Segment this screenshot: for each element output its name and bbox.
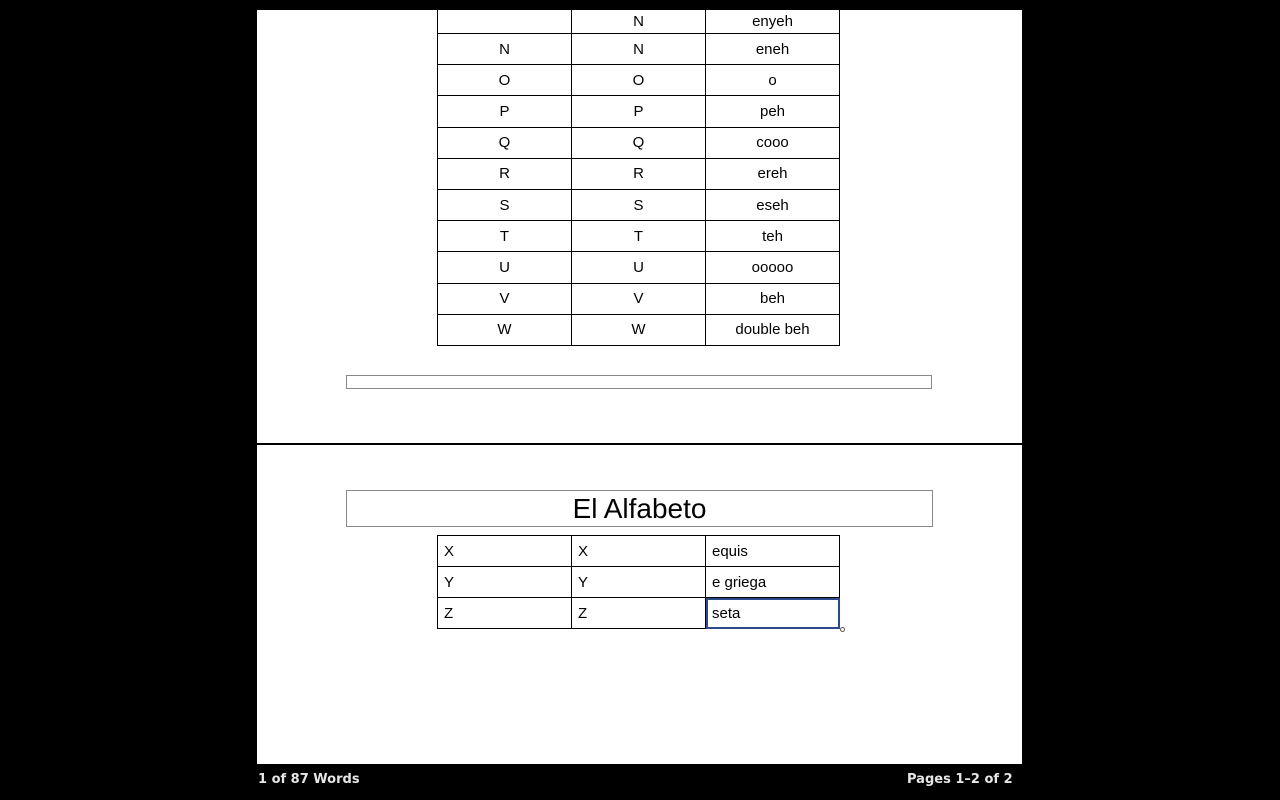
- table-row: [438, 536, 840, 567]
- table-row: [438, 10, 840, 34]
- table-row: [438, 189, 840, 220]
- table-cell[interactable]: P: [572, 96, 706, 127]
- table-cell[interactable]: [438, 10, 572, 34]
- table-cell[interactable]: cooo: [706, 127, 840, 158]
- empty-text-box[interactable]: [346, 375, 932, 389]
- table-cell[interactable]: e griega: [706, 567, 840, 598]
- table-cell[interactable]: O: [572, 65, 706, 96]
- table-cell[interactable]: S: [438, 189, 572, 220]
- table-cell[interactable]: N: [438, 34, 572, 65]
- table-cell[interactable]: T: [572, 221, 706, 252]
- table-row: [438, 34, 840, 65]
- table-row: [438, 567, 840, 598]
- table-cell[interactable]: V: [438, 283, 572, 314]
- table-cell[interactable]: W: [572, 314, 706, 345]
- table-cell[interactable]: R: [572, 158, 706, 189]
- document-page-1[interactable]: [257, 10, 1022, 443]
- table-cell[interactable]: P: [438, 96, 572, 127]
- table-cell[interactable]: double beh: [706, 314, 840, 345]
- table-cell[interactable]: Z: [572, 598, 706, 629]
- table-cell[interactable]: enyeh: [706, 10, 840, 34]
- table-row: [438, 127, 840, 158]
- table-cell[interactable]: o: [706, 65, 840, 96]
- word-count: 1 of 87 Words: [258, 772, 360, 787]
- alphabet-table-page-2[interactable]: [437, 535, 840, 629]
- table-cell[interactable]: Z: [438, 598, 572, 629]
- status-bar: [0, 764, 1280, 800]
- table-row: [438, 314, 840, 345]
- table-cell[interactable]: O: [438, 65, 572, 96]
- table-cell[interactable]: S: [572, 189, 706, 220]
- table-row: [438, 158, 840, 189]
- table-cell[interactable]: Y: [572, 567, 706, 598]
- table-cell[interactable]: N: [572, 10, 706, 34]
- selected-table-cell[interactable]: seta: [706, 598, 840, 629]
- table-cell[interactable]: beh: [706, 283, 840, 314]
- table-cell[interactable]: R: [438, 158, 572, 189]
- table-cell[interactable]: Y: [438, 567, 572, 598]
- alphabet-table-page-1[interactable]: [437, 10, 840, 346]
- table-cell[interactable]: ooooo: [706, 252, 840, 283]
- table-cell[interactable]: T: [438, 221, 572, 252]
- table-cell[interactable]: teh: [706, 221, 840, 252]
- table-cell[interactable]: eseh: [706, 189, 840, 220]
- table-cell[interactable]: V: [572, 283, 706, 314]
- table-cell[interactable]: Q: [572, 127, 706, 158]
- table-row: [438, 96, 840, 127]
- table-cell[interactable]: N: [572, 34, 706, 65]
- table-row: [438, 283, 840, 314]
- cell-resize-handle[interactable]: [840, 627, 845, 632]
- table-cell[interactable]: X: [438, 536, 572, 567]
- table-cell[interactable]: W: [438, 314, 572, 345]
- table-cell[interactable]: equis: [706, 536, 840, 567]
- page-count: Pages 1–2 of 2: [907, 772, 1013, 787]
- table-row: [438, 598, 840, 629]
- table-row: [438, 252, 840, 283]
- document-page-2[interactable]: [257, 445, 1022, 764]
- table-cell[interactable]: eneh: [706, 34, 840, 65]
- table-row: [438, 221, 840, 252]
- table-cell[interactable]: U: [438, 252, 572, 283]
- table-cell[interactable]: U: [572, 252, 706, 283]
- table-cell[interactable]: ereh: [706, 158, 840, 189]
- page-title[interactable]: El Alfabeto: [346, 490, 933, 527]
- table-cell[interactable]: X: [572, 536, 706, 567]
- table-cell[interactable]: peh: [706, 96, 840, 127]
- table-cell[interactable]: Q: [438, 127, 572, 158]
- table-row: [438, 65, 840, 96]
